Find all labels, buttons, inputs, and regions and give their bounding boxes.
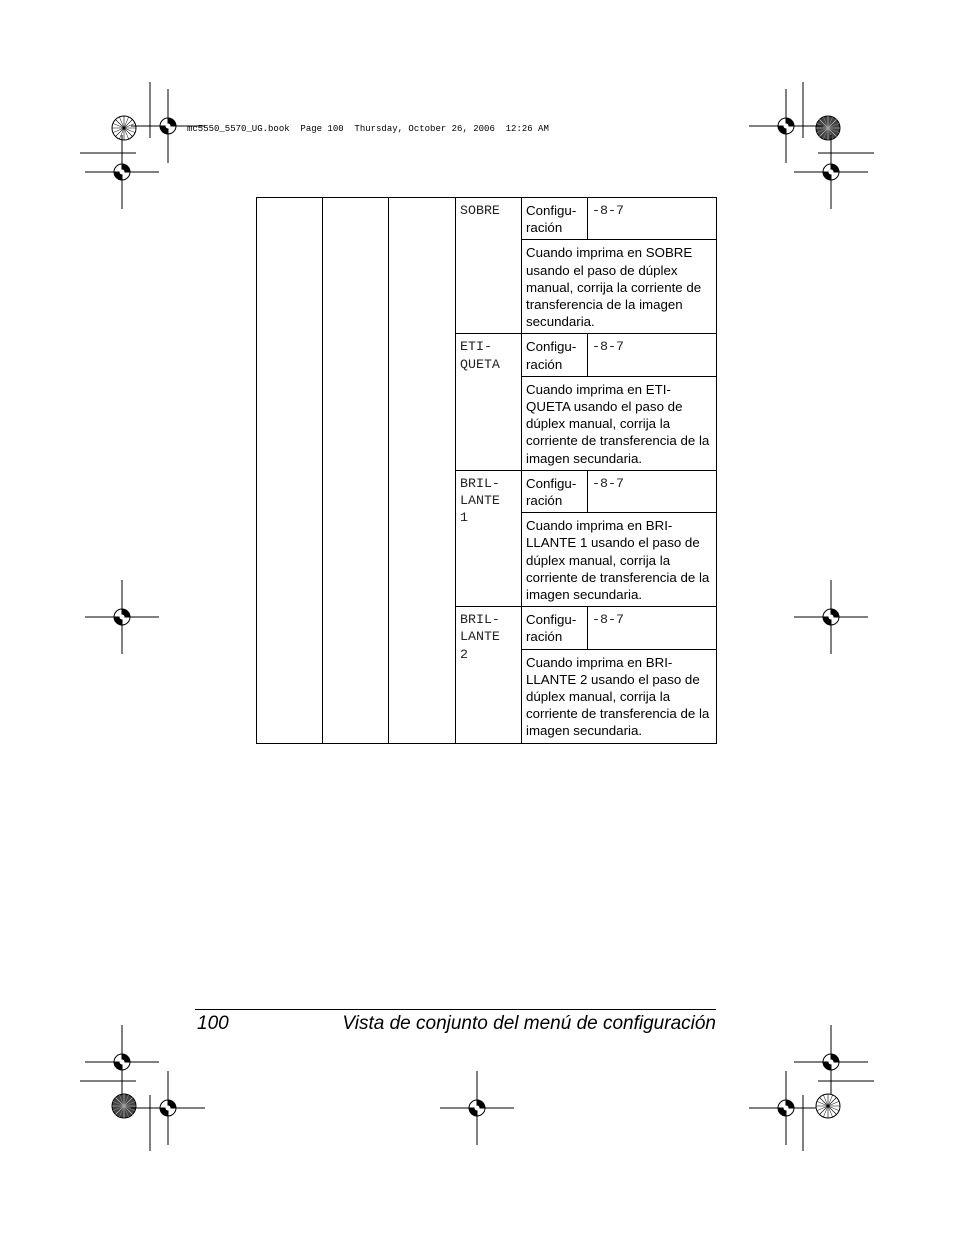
empty-menu-level-cell xyxy=(389,198,456,744)
empty-menu-level-cell xyxy=(257,198,323,744)
setting-description: Cuando imprima en BRI-LLANTE 2 usando el paso de dúplex manual, corrija la corriente de transferencia de la imagen secundaria. xyxy=(522,649,717,743)
setting-value: -8-7 xyxy=(588,607,717,649)
setting-value: -8-7 xyxy=(588,198,717,240)
menu-item-name: BRIL- LANTE 2 xyxy=(456,607,522,743)
setting-value: -8-7 xyxy=(588,470,717,512)
setting-label: Configu- ración xyxy=(522,470,588,512)
empty-menu-level-cell xyxy=(323,198,389,744)
setting-value: -8-7 xyxy=(588,334,717,376)
table-row xyxy=(257,198,717,240)
setting-description: Cuando imprima en SOBRE usando el paso de dúplex manual, corrija la corriente de transferencia de la imagen secundaria. xyxy=(522,240,717,334)
footer-rule xyxy=(195,1009,716,1010)
menu-item-name: ETI- QUETA xyxy=(456,334,522,470)
book-header-line: mc5550_5570_UG.book Page 100 Thursday, October 26, 2006 12:26 AM xyxy=(187,124,549,134)
setting-label: Configu- ración xyxy=(522,607,588,649)
setting-label: Configu- ración xyxy=(522,198,588,240)
page-number: 100 xyxy=(197,1013,229,1034)
menu-table-body xyxy=(257,198,717,744)
setting-description: Cuando imprima en BRI-LLANTE 1 usando el paso de dúplex manual, corrija la corriente de transferencia de la imagen secundaria. xyxy=(522,513,717,607)
footer-title: Vista de conjunto del menú de configuración xyxy=(342,1013,716,1034)
menu-item-name: BRIL- LANTE 1 xyxy=(456,470,522,606)
menu-table xyxy=(256,197,717,744)
menu-item-name: SOBRE xyxy=(456,198,522,334)
setting-description: Cuando imprima en ETI-QUETA usando el paso de dúplex manual, corrija la corriente de transferencia de la imagen secundaria. xyxy=(522,376,717,470)
setting-label: Configu- ración xyxy=(522,334,588,376)
